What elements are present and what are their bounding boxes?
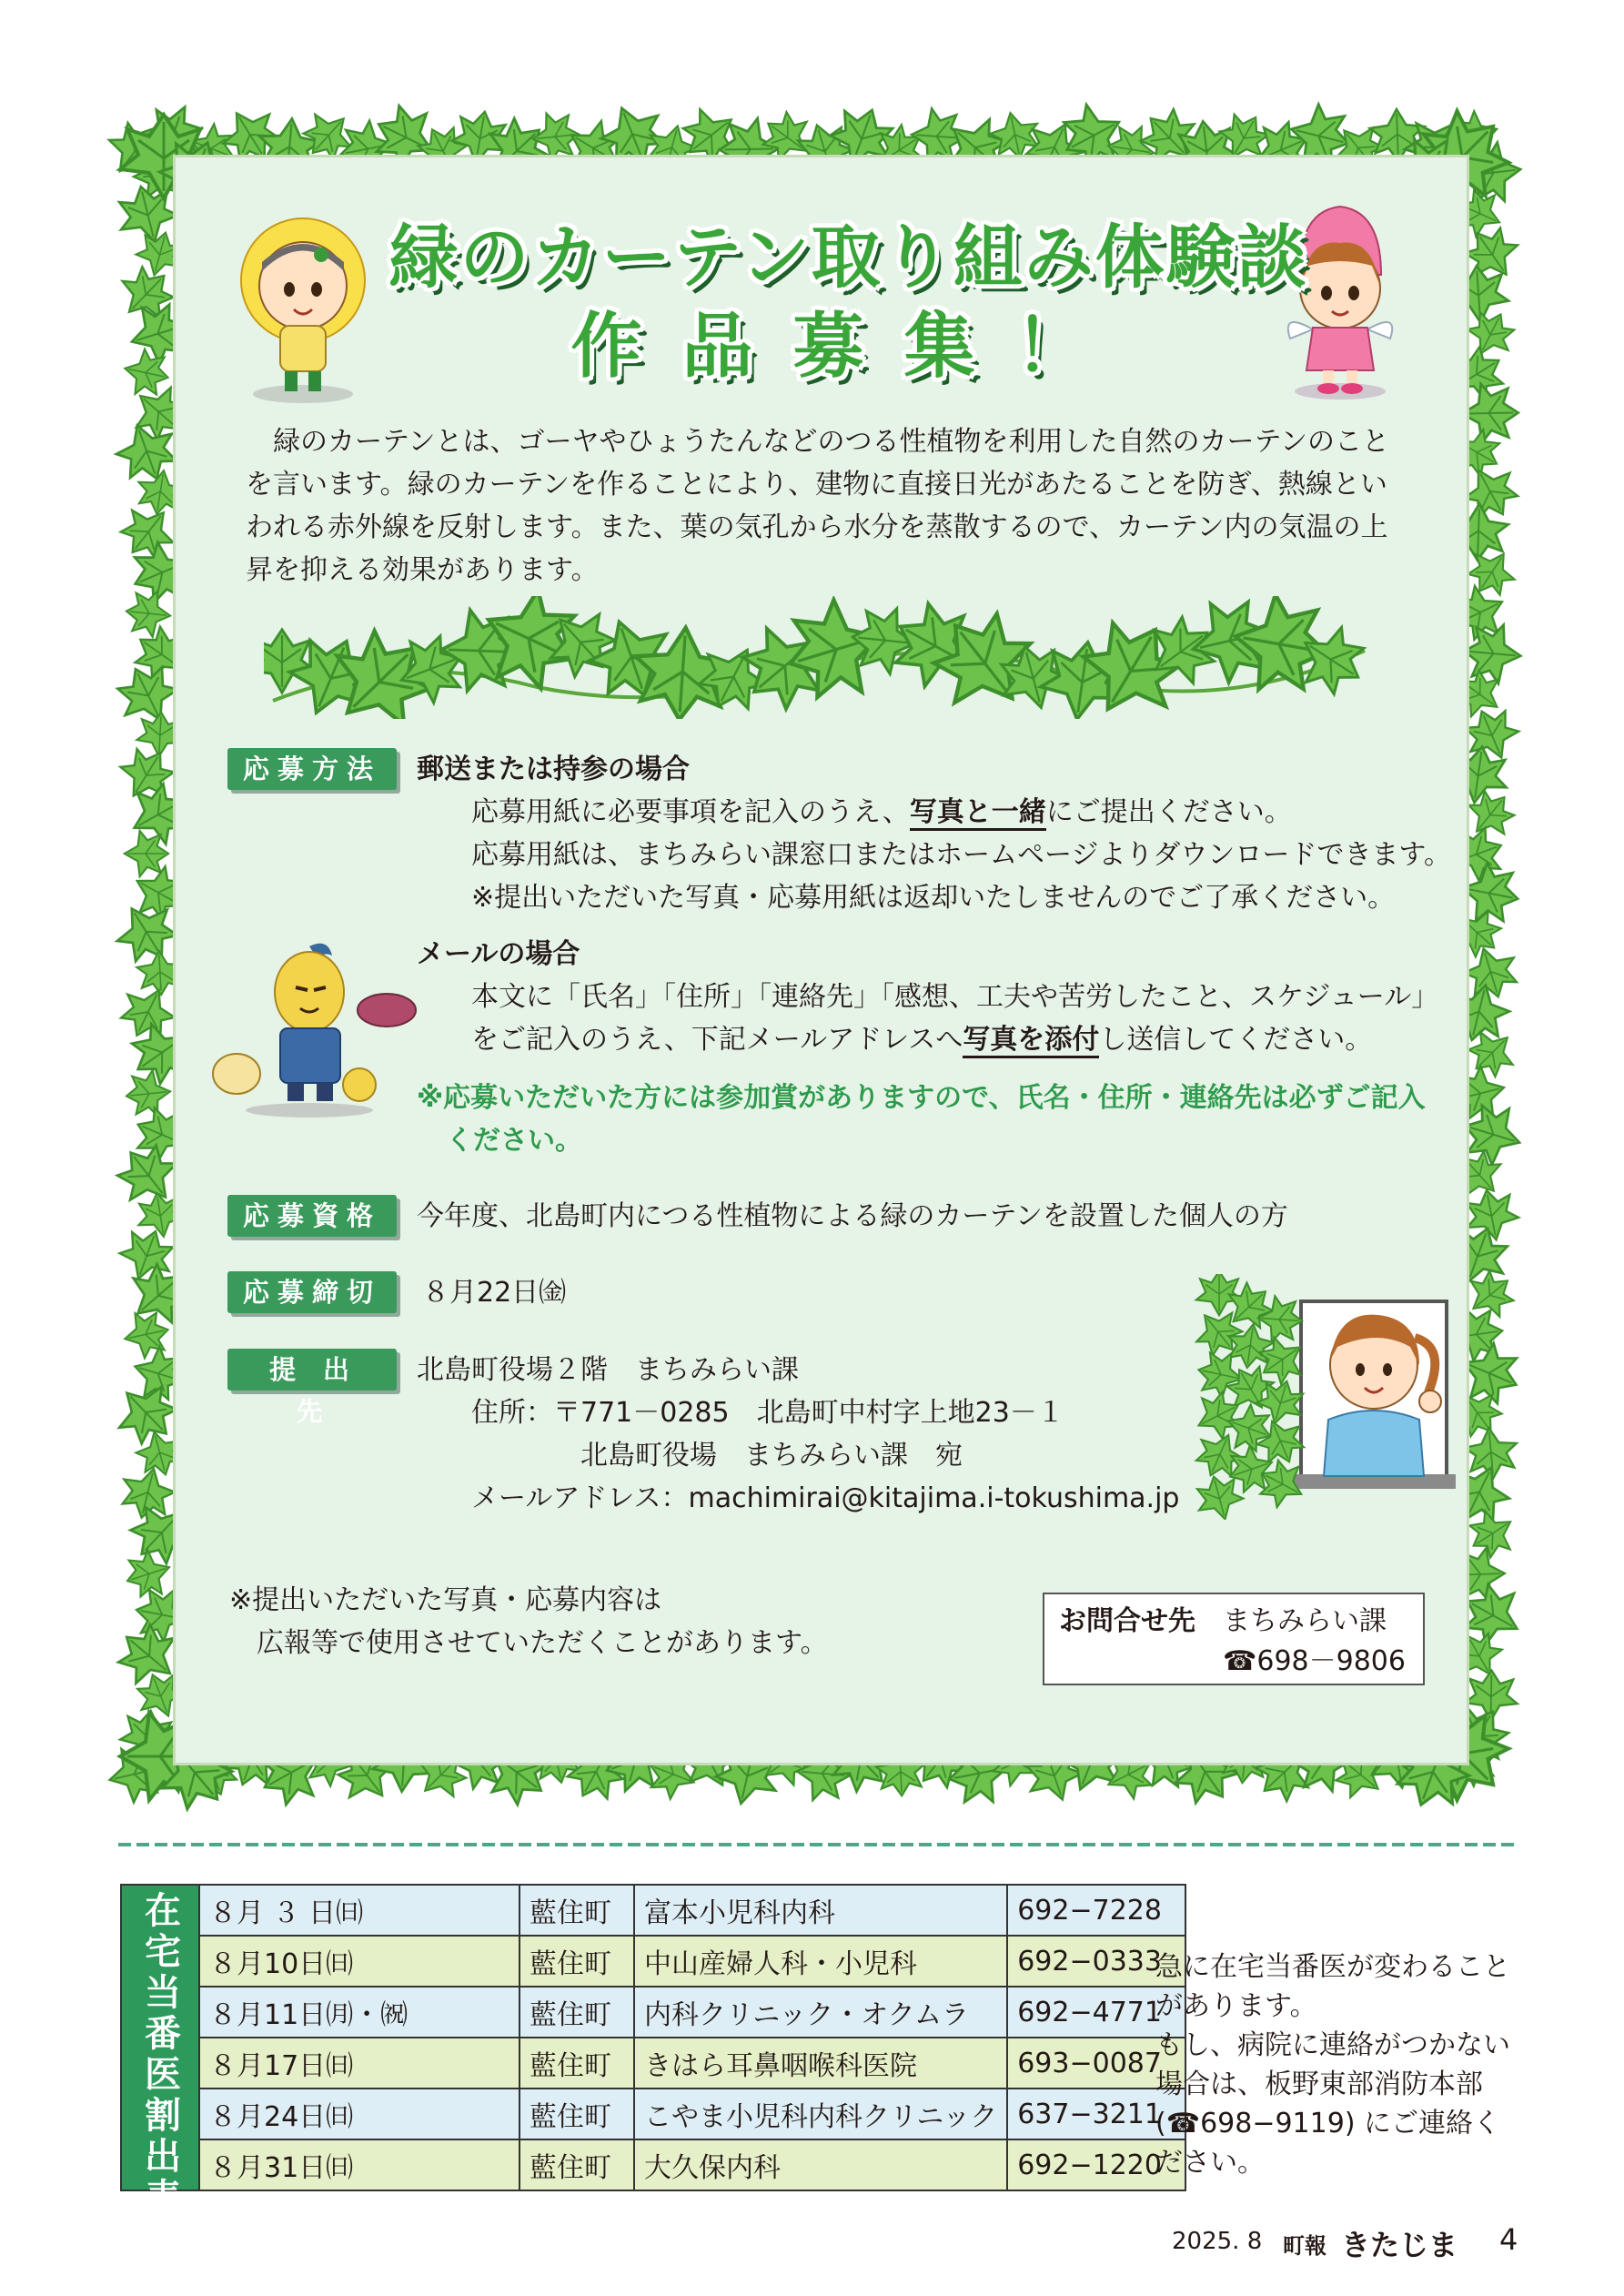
mail-line-1-pre: 応募用紙に必要事項を記入のうえ、 [471,796,910,828]
prize-note-line-2: ください。 [446,1125,582,1157]
label-submit: 提出先 [227,1349,397,1391]
date-cell: ８月17日㈰ [199,2038,519,2089]
intro-line-3: われる赤外線を反射します。また、葉の気孔から水分を蒸散するので、カーテン内の気温の上 [246,511,1388,543]
window-girl-illustration [1192,1274,1456,1520]
submit-line-1: 北島町役場２階 まちみらい課 [417,1354,799,1386]
town-cell: 藍住町 [519,1936,634,1987]
usage-note-line-2: 広報等で使用させていただくことがあります。 [257,1627,828,1659]
table-row [121,1987,1185,2038]
contact-box [1043,1593,1425,1685]
label-deadline: 応募締切 [227,1271,397,1313]
contact-label: お問合せ先 [1059,1605,1195,1637]
footer-publication-name: きたじま [1341,2228,1458,2262]
side-note [1155,1947,1510,2182]
page-subtitle: 作品募集！ [570,306,1126,388]
contact-dept: まちみらい課 [1223,1605,1387,1637]
clinic-cell: きはら耳鼻咽喉科医院 [634,2038,1007,2089]
section-divider [118,1840,1519,1849]
ivy-leaf [1461,383,1518,443]
submit-line-2: 住所：〒771－0285 北島町中村字上地23－１ [471,1397,1064,1429]
date-cell: ８月31日㈰ [199,2139,519,2190]
town-cell: 藍住町 [519,1987,634,2038]
mail-heading: 郵送または持参の場合 [417,754,690,785]
intro-line-1: 緑のカーテンとは、ゴーヤやひょうたんなどのつる性植物を利用した自然のカーテンのこと [273,426,1389,458]
tel-cell: 692−1220 [1007,2139,1185,2190]
table-row [121,2139,1185,2190]
contact-tel: ☎698－9806 [1223,1645,1406,1677]
tel-cell: 692−4771 [1007,1987,1185,2038]
mail-line-3: ※提出いただいた写真・応募用紙は返却いたしませんのでご了承ください。 [471,882,1396,914]
town-cell: 藍住町 [519,2139,634,2190]
clinic-cell: 内科クリニック・オクムラ [634,1987,1007,2038]
page-title: 緑のカーテン取り組み体験談 [388,217,1308,298]
table-row [121,2089,1185,2139]
side-note-line-1: 急に在宅当番医が変わること [1155,1951,1510,1983]
clinic-cell: 大久保内科 [634,2139,1007,2190]
side-note-line-2: があります。 [1155,1990,1317,2022]
table-row [121,1885,1185,1936]
email-line-2-post: し送信してください。 [1099,1024,1373,1056]
table-side-label: 在宅当番医割出表 [121,1885,199,2190]
prize-note-line-1: ※応募いただいた方には参加賞がありますので、氏名・住所・連絡先は必ずご記入 [417,1082,1426,1114]
tel-cell: 693−0087 [1007,2038,1185,2089]
potato-mascot [209,937,437,1119]
side-note-line-6: ださい。 [1155,2147,1265,2179]
page-number: 4 [1499,2222,1518,2257]
mail-line-1-underline: 写真と一緒 [910,796,1046,831]
town-cell: 藍住町 [519,2038,634,2089]
intro-line-2: を言います。緑のカーテンを作ることにより、建物に直接日光があたることを防ぎ、熱線とい [246,469,1387,501]
town-cell: 藍住町 [519,2089,634,2139]
submit-line-3: 北島町役場 まちみらい課 宛 [580,1440,963,1472]
date-cell: ８月 ３ 日㈰ [199,1885,519,1936]
clinic-cell: 富本小児科内科 [634,1885,1007,1936]
email-line-2 [471,1018,1372,1061]
ivy-leaf [124,589,172,639]
ivy-leaf [1460,541,1523,603]
mail-line-1-post: にご提出ください。 [1045,796,1292,828]
intro-line-4: 昇を抑える効果があります。 [246,554,599,586]
submit-line-4: メールアドレス：machimirai@kitajima.i-tokushima.jp [471,1482,1180,1514]
town-cell: 藍住町 [519,1885,634,1936]
table-row [121,2038,1185,2089]
doctor-schedule-table [120,1884,1186,2219]
side-note-line-3: もし、病院に連絡がつかない [1155,2029,1510,2061]
clinic-cell: 中山産婦人科・小児科 [634,1936,1007,1987]
deadline-text: ８月22日㈮ [422,1277,567,1309]
intro-paragraph [246,420,1428,592]
mail-line-1 [471,791,1292,834]
side-note-line-4: 場合は、板野東部消防本部 [1155,2068,1483,2100]
date-cell: ８月10日㈰ [199,1936,519,1987]
date-cell: ８月24日㈰ [199,2089,519,2139]
tel-cell: 637−3211 [1007,2089,1185,2139]
ivy-vine-divider [264,596,1374,719]
eligibility-text: 今年度、北島町内につる性植物による緑のカーテンを設置した個人の方 [417,1200,1288,1232]
side-note-line-5: (☎698−9119) にご連絡く [1155,2108,1501,2139]
label-eligibility: 応募資格 [227,1195,397,1237]
tel-cell: 692−0333 [1007,1936,1185,1987]
clinic-cell: こやま小児科内科クリニック [634,2089,1007,2139]
usage-note-line-1: ※提出いただいた写真・応募内容は [229,1584,662,1616]
footer-date: 2025. 8 [1172,2228,1263,2255]
email-line-2-pre: をご記入のうえ、下記メールアドレスへ [471,1024,963,1056]
label-method: 応募方法 [227,748,397,790]
email-line-2-underline: 写真を添付 [963,1024,1099,1058]
tel-cell: 692−7228 [1007,1885,1185,1936]
mail-line-2: 応募用紙は、まちみらい課窓口またはホームページよりダウンロードできます。 [471,839,1451,871]
email-line-1: 本文に「氏名」「住所」「連絡先」「感想、工夫や苦労したこと、スケジュール」 [471,981,1439,1013]
email-heading: メールの場合 [417,938,580,970]
footer-paper-label: 町報 [1283,2233,1326,2259]
table-row [121,1936,1185,1987]
date-cell: ８月11日㈪・㈷ [199,1987,519,2038]
